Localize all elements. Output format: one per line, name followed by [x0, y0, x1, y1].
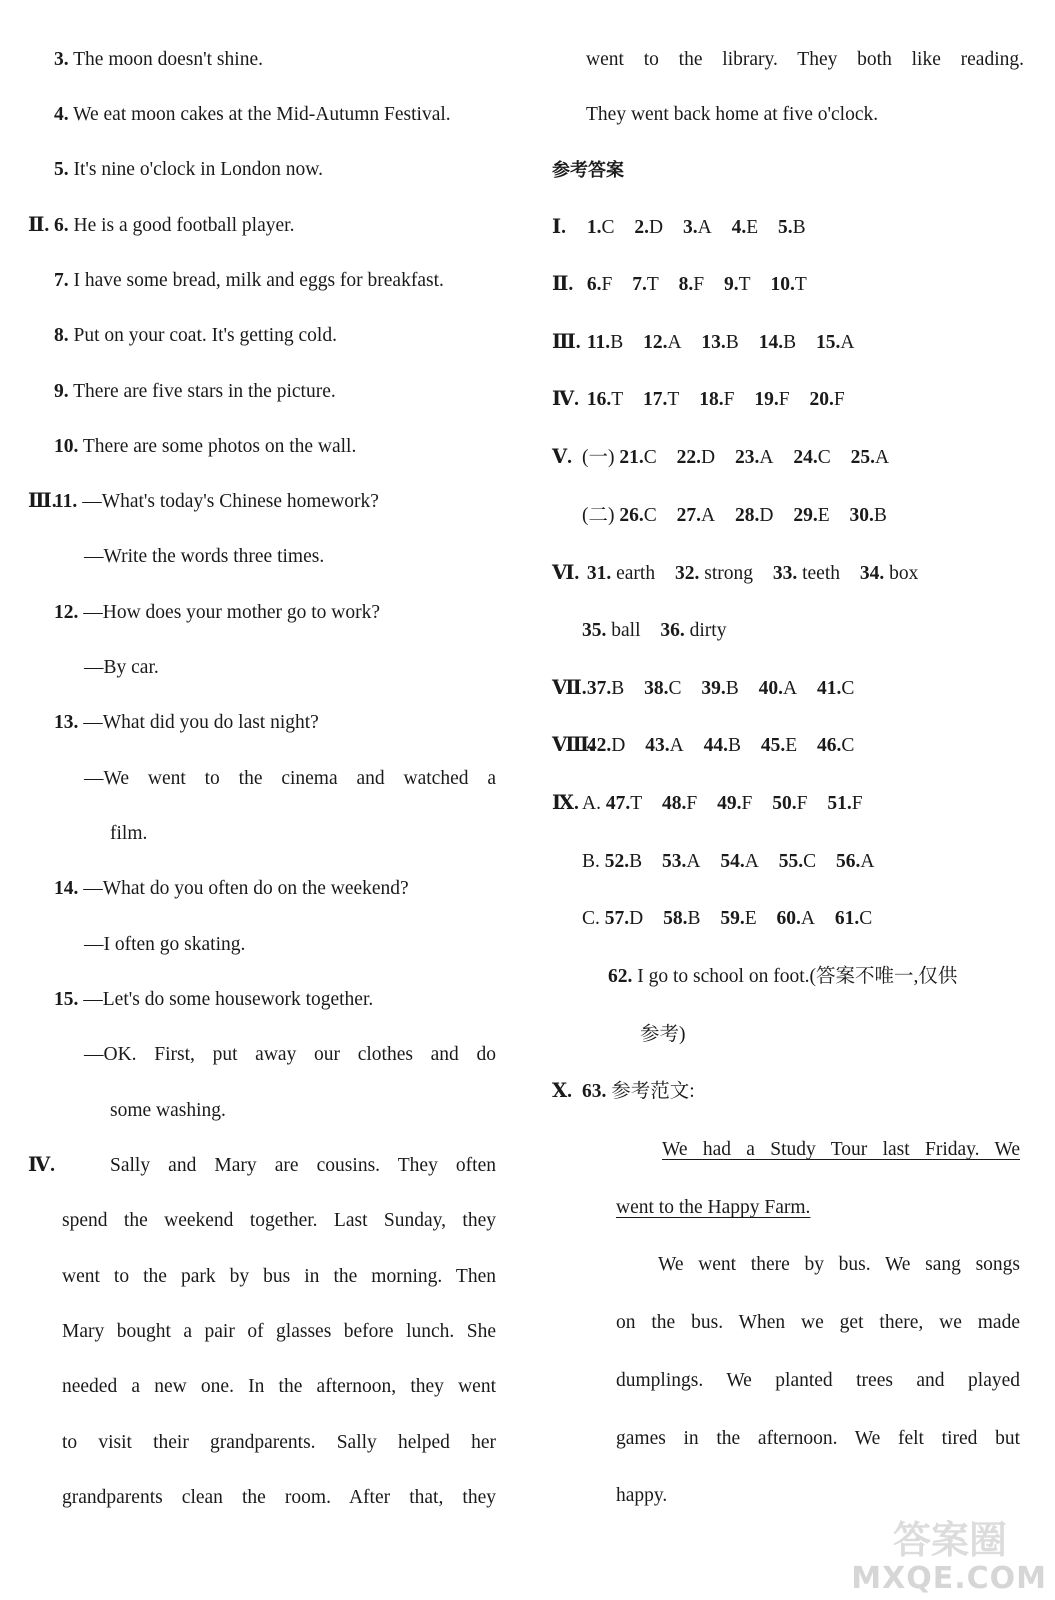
question-line: Ⅲ.11. —What's today's Chinese homework?	[28, 491, 379, 512]
answer-line: 参考)	[640, 1024, 686, 1045]
question-line: 7. I have some bread, milk and eggs for breakfast.	[54, 270, 444, 291]
dialogue-line: —Write the words three times.	[84, 546, 325, 567]
answer-line: 62. I go to school on foot.(答案不唯一,仅供	[608, 966, 958, 987]
answer-row: Ⅷ. 42.D 43.A 44.B 45.E 46.C	[552, 735, 855, 756]
section-marker: Ⅳ.	[28, 1155, 56, 1176]
answer-row: Ⅳ. 16.T 17.T 18.F 19.F 20.F	[552, 389, 845, 410]
passage-line: needed a new one. In the afternoon, they went	[62, 1376, 496, 1397]
passage-line: spend the weekend together. Last Sunday, they	[62, 1210, 496, 1231]
essay-line: went to the Happy Farm.	[616, 1197, 811, 1218]
essay-line: games in the afternoon. We felt tired but	[616, 1428, 1020, 1449]
question-line: 12. —How does your mother go to work?	[54, 602, 381, 623]
answer-row: (二) 26.C 27.A 28.D 29.E 30.B	[582, 505, 887, 526]
dialogue-line: —We went to the cinema and watched a	[84, 768, 496, 789]
answer-row: Ⅴ. (一) 21.C 22.D 23.A 24.C 25.A	[552, 447, 890, 468]
question-line: 10. There are some photos on the wall.	[54, 436, 357, 457]
answer-row: Ⅵ. 31. earth 32. strong 33. teeth 34. box	[552, 563, 919, 584]
question-line: 3. The moon doesn't shine.	[54, 49, 263, 70]
essay-line: We had a Study Tour last Friday. We	[662, 1139, 1020, 1160]
watermark-url: MXQE.COM	[851, 1561, 1047, 1596]
passage-line: to visit their grandparents. Sally helped her	[62, 1432, 496, 1453]
passage-line: They went back home at five o'clock.	[586, 104, 879, 125]
question-line: 9. There are five stars in the picture.	[54, 381, 336, 402]
dialogue-line: —OK. First, put away our clothes and do	[84, 1044, 496, 1065]
dialogue-line: —I often go skating.	[84, 934, 246, 955]
answer-key-heading: 参考答案	[552, 160, 624, 181]
essay-line: We went there by bus. We sang songs	[658, 1254, 1020, 1275]
essay-line: dumplings. We planted trees and played	[616, 1370, 1020, 1391]
answer-row: 35. ball 36. dirty	[582, 620, 727, 641]
question-line: 4. We eat moon cakes at the Mid-Autumn Festival.	[54, 104, 451, 125]
answer-row: Ⅲ. 11.B 12.A 13.B 14.B 15.A	[552, 332, 855, 353]
passage-line: went to the park by bus in the morning. Then	[62, 1266, 496, 1287]
question-line: 8. Put on your coat. It's getting cold.	[54, 325, 337, 346]
dialogue-line: —By car.	[84, 657, 159, 678]
question-line: Ⅱ. 6. He is a good football player.	[28, 215, 295, 236]
essay-line: happy.	[616, 1485, 668, 1506]
passage-line: went to the library. They both like reading.	[586, 49, 1024, 70]
answer-line: Ⅹ. 63. 参考范文:	[552, 1081, 695, 1102]
answer-row: B. 52.B 53.A 54.A 55.C 56.A	[582, 851, 875, 872]
answer-row: C. 57.D 58.B 59.E 60.A 61.C	[582, 908, 873, 929]
essay-line: on the bus. When we get there, we made	[616, 1312, 1020, 1333]
answer-row: Ⅶ. 37.B 38.C 39.B 40.A 41.C	[552, 678, 855, 699]
answer-row: Ⅸ. A. 47.T 48.F 49.F 50.F 51.F	[552, 793, 863, 814]
question-line: 13. —What did you do last night?	[54, 712, 319, 733]
watermark-logo: 答案圈	[892, 1518, 1007, 1562]
passage-line: Mary bought a pair of glasses before lunch. She	[62, 1321, 496, 1342]
question-line: 14. —What do you often do on the weekend?	[54, 878, 409, 899]
passage-line: Sally and Mary are cousins. They often	[110, 1155, 496, 1176]
answer-row: Ⅱ. 6.F 7.T 8.F 9.T 10.T	[552, 274, 807, 295]
question-line: 5. It's nine o'clock in London now.	[54, 159, 323, 180]
dialogue-line: some washing.	[110, 1100, 226, 1121]
dialogue-line: film.	[110, 823, 148, 844]
passage-line: grandparents clean the room. After that, they	[62, 1487, 496, 1508]
answer-row: Ⅰ. 1.C 2.D 3.A 4.E 5.B	[552, 217, 806, 238]
question-line: 15. —Let's do some housework together.	[54, 989, 374, 1010]
